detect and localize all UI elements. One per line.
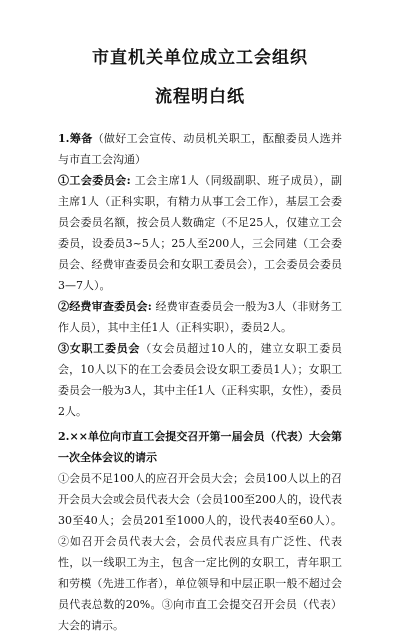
union-committee-label: ①工会委员会: bbox=[58, 174, 131, 187]
section-preparation bbox=[58, 128, 342, 422]
union-committee-paragraph bbox=[58, 170, 342, 296]
section-1-intro: （做好工会宣传、动员机关职工，酝酿委员人选并与市直工会沟通） bbox=[58, 132, 343, 166]
section-1-heading-paragraph bbox=[58, 128, 342, 170]
document-title: 市直机关单位成立工会组织 bbox=[92, 48, 308, 68]
document-subtitle: 流程明白纸 bbox=[155, 87, 245, 107]
audit-committee-label: ②经费审查委员会: bbox=[58, 300, 152, 313]
women-committee-label: ③女职工委员会 bbox=[58, 342, 141, 355]
audit-committee-paragraph bbox=[58, 296, 342, 338]
audit-committee-text: 经费审查委员会一般为3人（非财务工作人员），其中主任1人（正科实职），委员2人。 bbox=[58, 300, 343, 334]
section-request bbox=[58, 426, 342, 636]
union-committee-text: 工会主席1人（同级副职、班子成员），副主席1人（正科实职，有精力从事工会工作），基层工会委员会委员名额，按会员人数确定（不足25人，仅建立工会委员，设委员3~5人；25人至200人，三会同建（工会委员会、经费审查委员会和女职工委员会），工会委员会委员3—7人）。 bbox=[58, 174, 342, 292]
section-1-heading: 1.筹备 bbox=[58, 132, 93, 145]
section-2-body: ①会员不足100人的应召开会员大会；会员100人以上的召开会员大会或会员代表大会（会员100至200人的，设代表30至40人；会员201至1000人的，设代表40至60人）。②如召开会员代表大会，会员代表应具有广泛性、代表性，以一线职工为主，包含一定比例的女职工，青年职工和劳模（先进工作者），单位领导和中层正职一般不超过会员代表总数的20%。③向市直工会提交召开会员（代表）大会的请示。 bbox=[58, 472, 342, 632]
women-committee-paragraph bbox=[58, 338, 342, 422]
women-committee-text: （女会员超过10人的，建立女职工委员会，10人以下的在工会委员会设女职工委员1人）；女职工委员会一般为3人，其中主任1人（正科实职，女性），委员2人。 bbox=[58, 342, 343, 418]
section-2-heading: 2.××单位向市直工会提交召开第一届会员（代表）大会第一次全体会议的请示 bbox=[58, 430, 342, 464]
